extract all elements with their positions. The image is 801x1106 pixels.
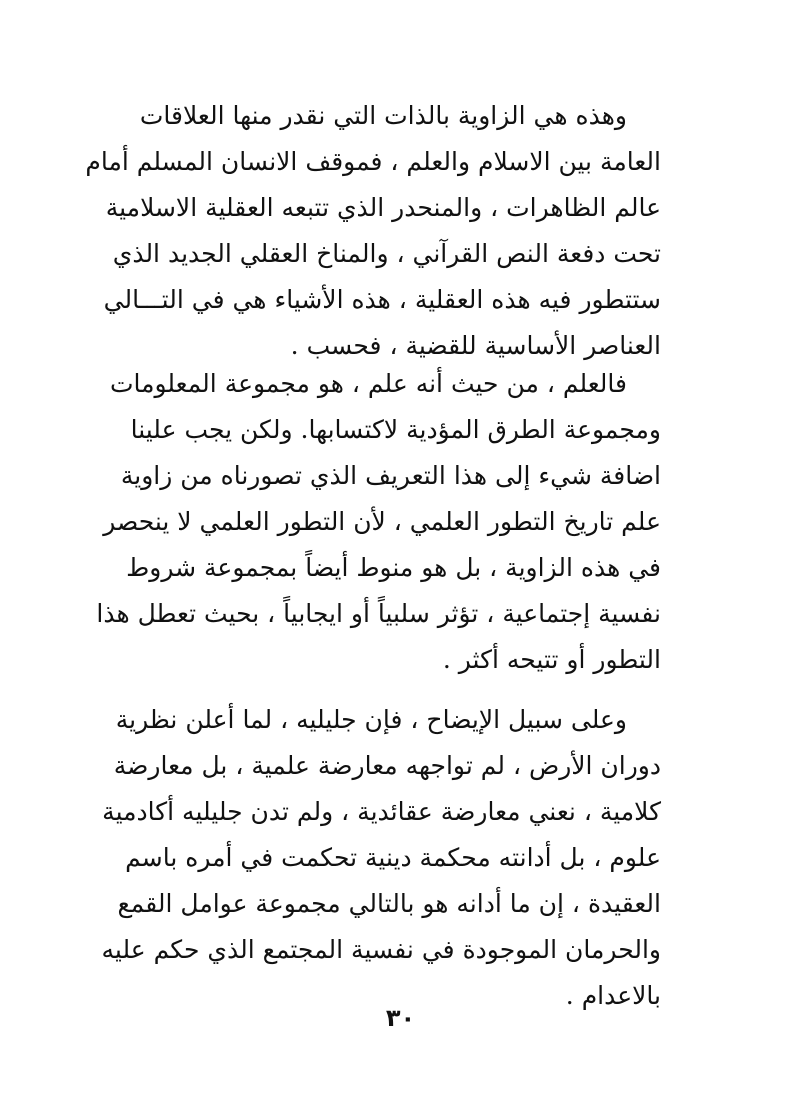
paragraph-line: في هذه الزاوية ، بل هو منوط أيضاً بمجموعة شروط: [126, 553, 661, 582]
paragraph-line: التطور أو تتيحه أكثر .: [442, 645, 661, 674]
paragraph-line: عالم الظاهرات ، والمنحدر الذي تتبعه العقلية الاسلامية: [105, 193, 661, 222]
paragraph-line: اضافة شيء إلى هذا التعريف الذي تصورناه من زاوية: [120, 461, 661, 490]
paragraph-line: فالعلم ، من حيث أنه علم ، هو مجموعة المعلومات: [109, 369, 627, 398]
paragraph-line: العقيدة ، إن ما أدانه هو بالتالي مجموعة عوامل القمع: [117, 889, 661, 918]
paragraph-line: علوم ، بل أدانته محكمة دينية تحكمت في أمره باسم: [125, 843, 661, 872]
page-number: ٣٠: [385, 1004, 416, 1032]
paragraph-line: بالاعدام .: [565, 981, 661, 1010]
paragraph-line: العناصر الأساسية للقضية ، فحسب .: [290, 331, 661, 360]
paragraph-line: العامة بين الاسلام والعلم ، فموقف الانسان المسلم أمام: [85, 147, 661, 176]
paragraph-line: كلامية ، نعني معارضة عقائدية ، ولم تدن جليليه أكادمية: [102, 797, 661, 826]
paragraph-line: علم تاريخ التطور العلمي ، لأن التطور العلمي لا ينحصر: [103, 507, 661, 536]
paragraph-line: تحت دفعة النص القرآني ، والمناخ العقلي الجديد الذي: [112, 239, 661, 268]
paragraph-2: [96, 361, 661, 683]
paragraph-line: نفسية إجتماعية ، تؤثر سلبياً أو ايجابياً ، بحيث تعطل هذا: [96, 599, 661, 628]
paragraph-line: ستتطور فيه هذه العقلية ، هذه الأشياء هي في التـــالي: [103, 285, 661, 314]
paragraph-line: ومجموعة الطرق المؤدية لاكتسابها. ولكن يجب علينا: [130, 415, 661, 444]
paragraph-1: [85, 93, 661, 369]
paragraph-line: وهذه هي الزاوية بالذات التي نقدر منها العلاقات: [139, 101, 627, 130]
paragraph-line: دوران الأرض ، لم تواجهه معارضة علمية ، بل معارضة: [113, 751, 661, 780]
paragraph-line: وعلى سبيل الإيضاح ، فإن جليليه ، لما أعلن نظرية: [115, 705, 627, 734]
paragraph-line: والحرمان الموجودة في نفسية المجتمع الذي حكم عليه: [101, 935, 661, 964]
paragraph-3: [101, 697, 661, 1019]
